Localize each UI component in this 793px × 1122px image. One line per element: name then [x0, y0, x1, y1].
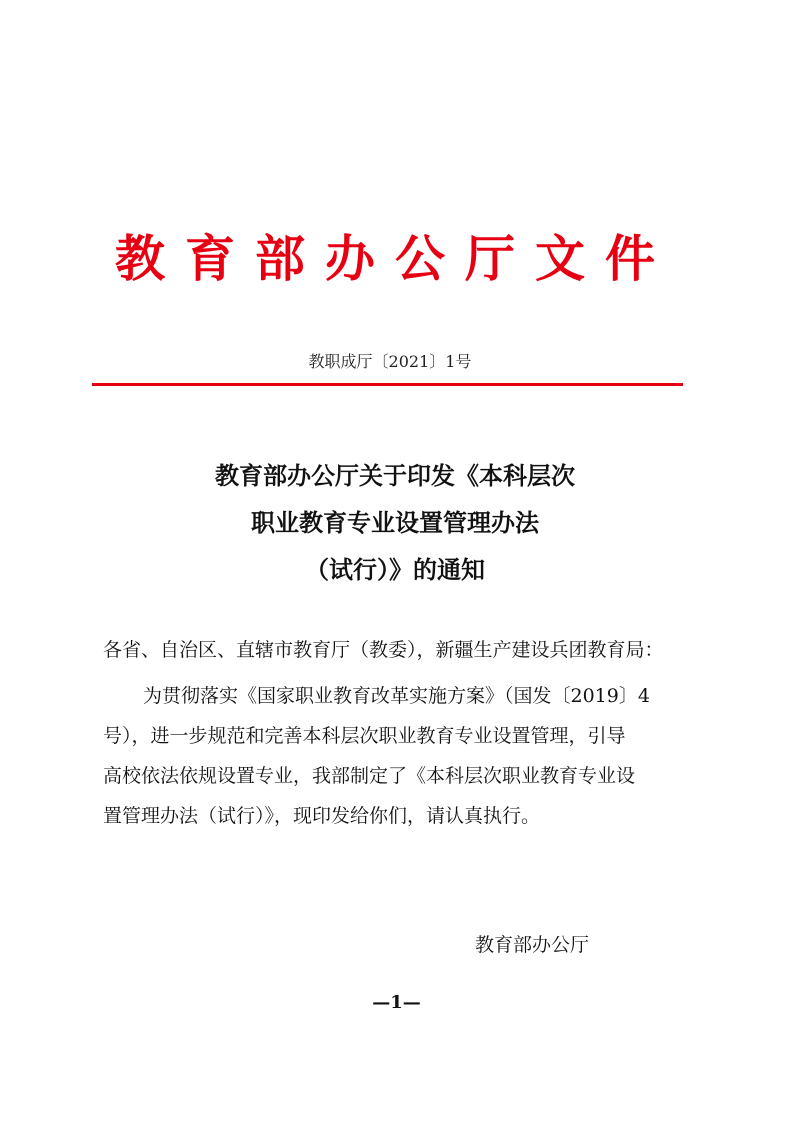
title-line-1: 教育部办公厅关于印发《本科层次: [215, 462, 575, 490]
addressee-line: 各省、自治区、直辖市教育厅（教委），新疆生产建设兵团教育局：: [103, 639, 664, 661]
red-divider-line: [92, 383, 683, 386]
title-line-3: （试行）》的通知: [305, 556, 485, 584]
title-line-2: 职业教育专业设置管理办法: [251, 509, 539, 537]
document-number: 教职成厅〔2021〕1号: [308, 352, 472, 371]
body-line-1: 为贯彻落实《国家职业教育改革实施方案》（国发〔2019〕4: [143, 685, 650, 707]
notice-title: [95, 453, 695, 594]
body-line-2: 号），进一步规范和完善本科层次职业教育专业设置管理，引导: [103, 725, 626, 747]
page-number: —1—: [372, 992, 421, 1013]
body-line-4: 置管理办法（试行）》，现印发给你们，请认真执行。: [103, 805, 541, 827]
body-paragraph: [103, 676, 703, 836]
body-line-3: 高校依法依规设置专业，我部制定了《本科层次职业教育专业设: [103, 765, 636, 787]
issuer-signature: 教育部办公厅: [475, 934, 590, 956]
document-masthead: 教育部办公厅文件: [115, 229, 675, 288]
